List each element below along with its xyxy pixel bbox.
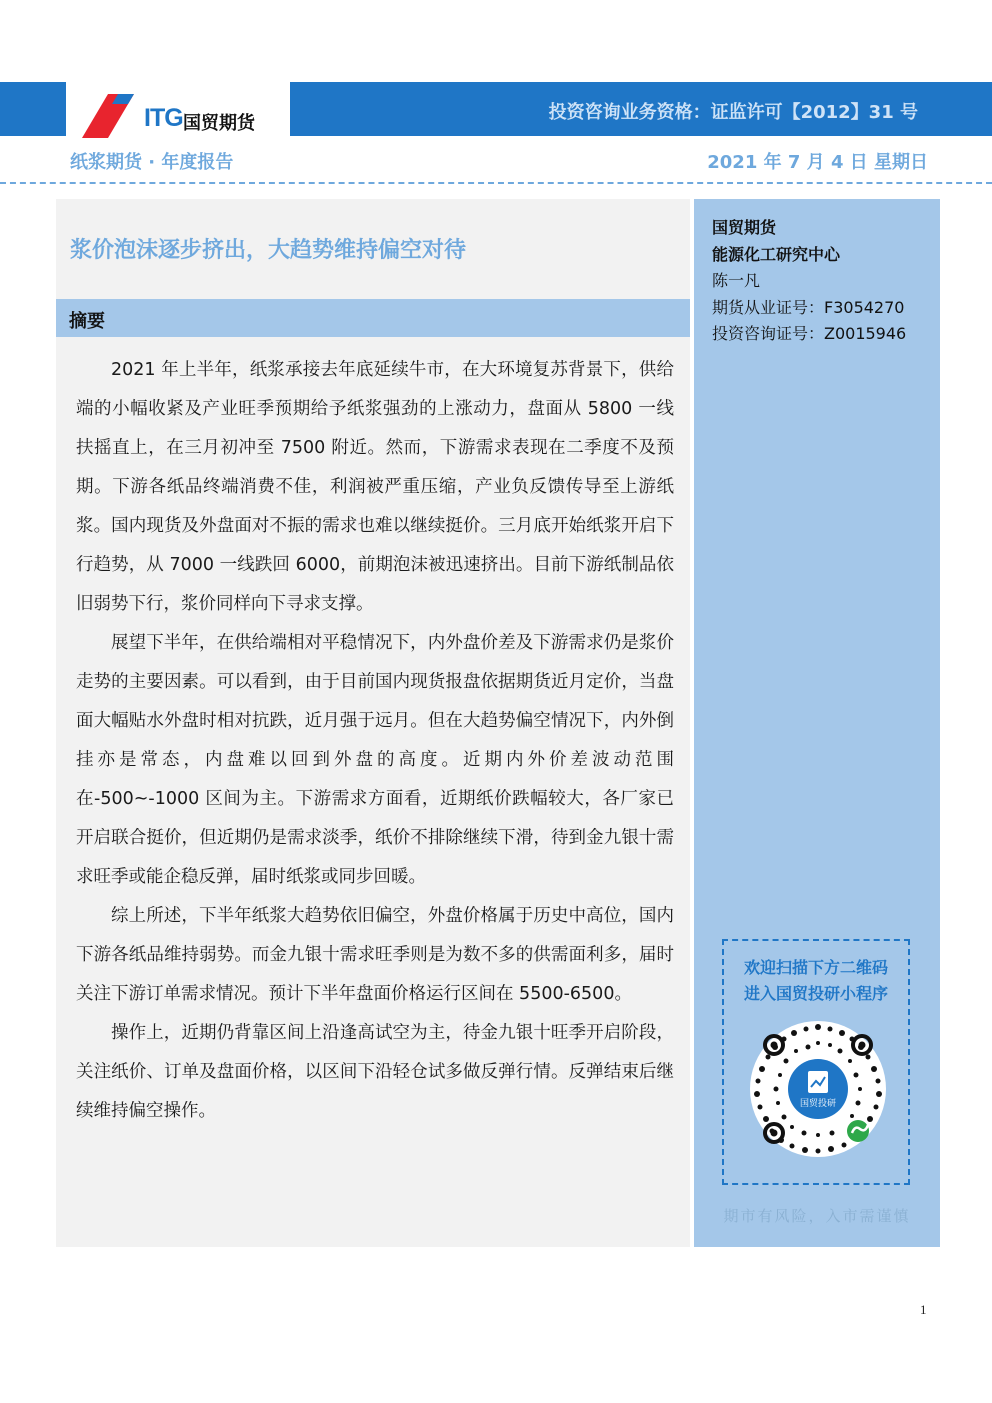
report-type: 纸浆期货 · 年度报告 <box>70 152 234 173</box>
itg-logo-icon <box>78 90 142 138</box>
qr-center-label: 国贸投研 <box>799 1099 837 1109</box>
paragraph: 2021 年上半年，纸浆承接去年底延续牛市，在大环境复苏背景下，供给端的小幅收紧及产业旺季预期给予纸浆强劲的上涨动力，盘面从 5800 一线扶摇直上，在三月初冲至 7500 附近。然而，下游需求表现在二季度不及预期。下游各纸品终端消费不佳，利润被严重压缩，产业负反馈传导至上游纸浆。国内现货及外盘面对不振的需求也难以继续挺价。三月底开始纸浆开启下行趋势，从 7000 一线跌回 6000，前期泡沫被迅速挤出。目前下游纸制品依旧弱势下行，浆价同样向下寻求支撑。 <box>76 360 674 614</box>
risk-notice: 期市有风险，入市需谨慎 <box>723 1207 911 1225</box>
paragraph: 展望下半年，在供给端相对平稳情况下，内外盘价差及下游需求仍是浆价走势的主要因素。可以看到，由于目前国内现货报盘依据期货近月定价，当盘面大幅贴水外盘时相对抗跌，近月强于远月。但在大趋势偏空情况下，内外倒挂亦是常态，内盘难以回到外盘的高度。近期内外价差波动范围在-500~-1000 区间为主。下游需求方面看，近期纸价跌幅较大，各厂家已开启联合挺价，但近期仍是需求淡季，纸价不排除继续下滑，待到金九银十需求旺季或能企稳反弹，届时纸浆或同步回暖。 <box>76 633 674 887</box>
mini-program-qr-icon[interactable] <box>748 1019 888 1159</box>
page-number: 1 <box>920 1302 927 1317</box>
consult-license: 投资咨询证号：Z0015946 <box>712 324 907 343</box>
summary-body <box>56 337 690 1247</box>
qr-caption-line: 进入国贸投研小程序 <box>743 984 888 1003</box>
qr-promo-box <box>722 939 910 1185</box>
summary-label: 摘要 <box>69 311 105 332</box>
company-name: 国贸期货 <box>712 218 777 237</box>
analyst-name: 陈一凡 <box>712 271 761 290</box>
logo-company-name: 国贸期货 <box>183 113 255 134</box>
report-date: 2021 年 7 月 4 日 星期日 <box>707 152 928 173</box>
futures-license: 期货从业证号：F3054270 <box>712 297 905 317</box>
logo-latin: ITG <box>144 104 183 132</box>
summary-text <box>76 351 674 1131</box>
header-divider <box>0 182 992 184</box>
paragraph: 操作上，近期仍背靠区间上沿逢高试空为主，待金九银十旺季开启阶段，关注纸价、订单及盘面价格，以区间下沿轻仓试多做反弹行情。反弹结束后继续维持偏空操作。 <box>76 1023 674 1121</box>
page-title: 浆价泡沫逐步挤出，大趋势维持偏空对待 <box>70 238 467 263</box>
sidebar <box>694 199 940 1247</box>
author-info <box>712 215 906 348</box>
qr-caption <box>724 955 908 1007</box>
license-text: 投资咨询业务资格：证监许可【2012】31 号 <box>548 102 918 123</box>
title-panel <box>56 199 690 299</box>
main-column <box>56 199 690 1247</box>
company-logo <box>66 82 290 140</box>
department-name: 能源化工研究中心 <box>712 244 841 264</box>
summary-header <box>56 299 690 337</box>
qr-caption-line: 欢迎扫描下方二维码 <box>743 958 888 977</box>
paragraph: 综上所述，下半年纸浆大趋势依旧偏空，外盘价格属于历史中高位，国内下游各纸品维持弱势。而金九银十需求旺季则是为数不多的供需面利多，届时关注下游订单需求情况。预计下半年盘面价格运行区间在 5500-6500。 <box>76 906 674 1004</box>
